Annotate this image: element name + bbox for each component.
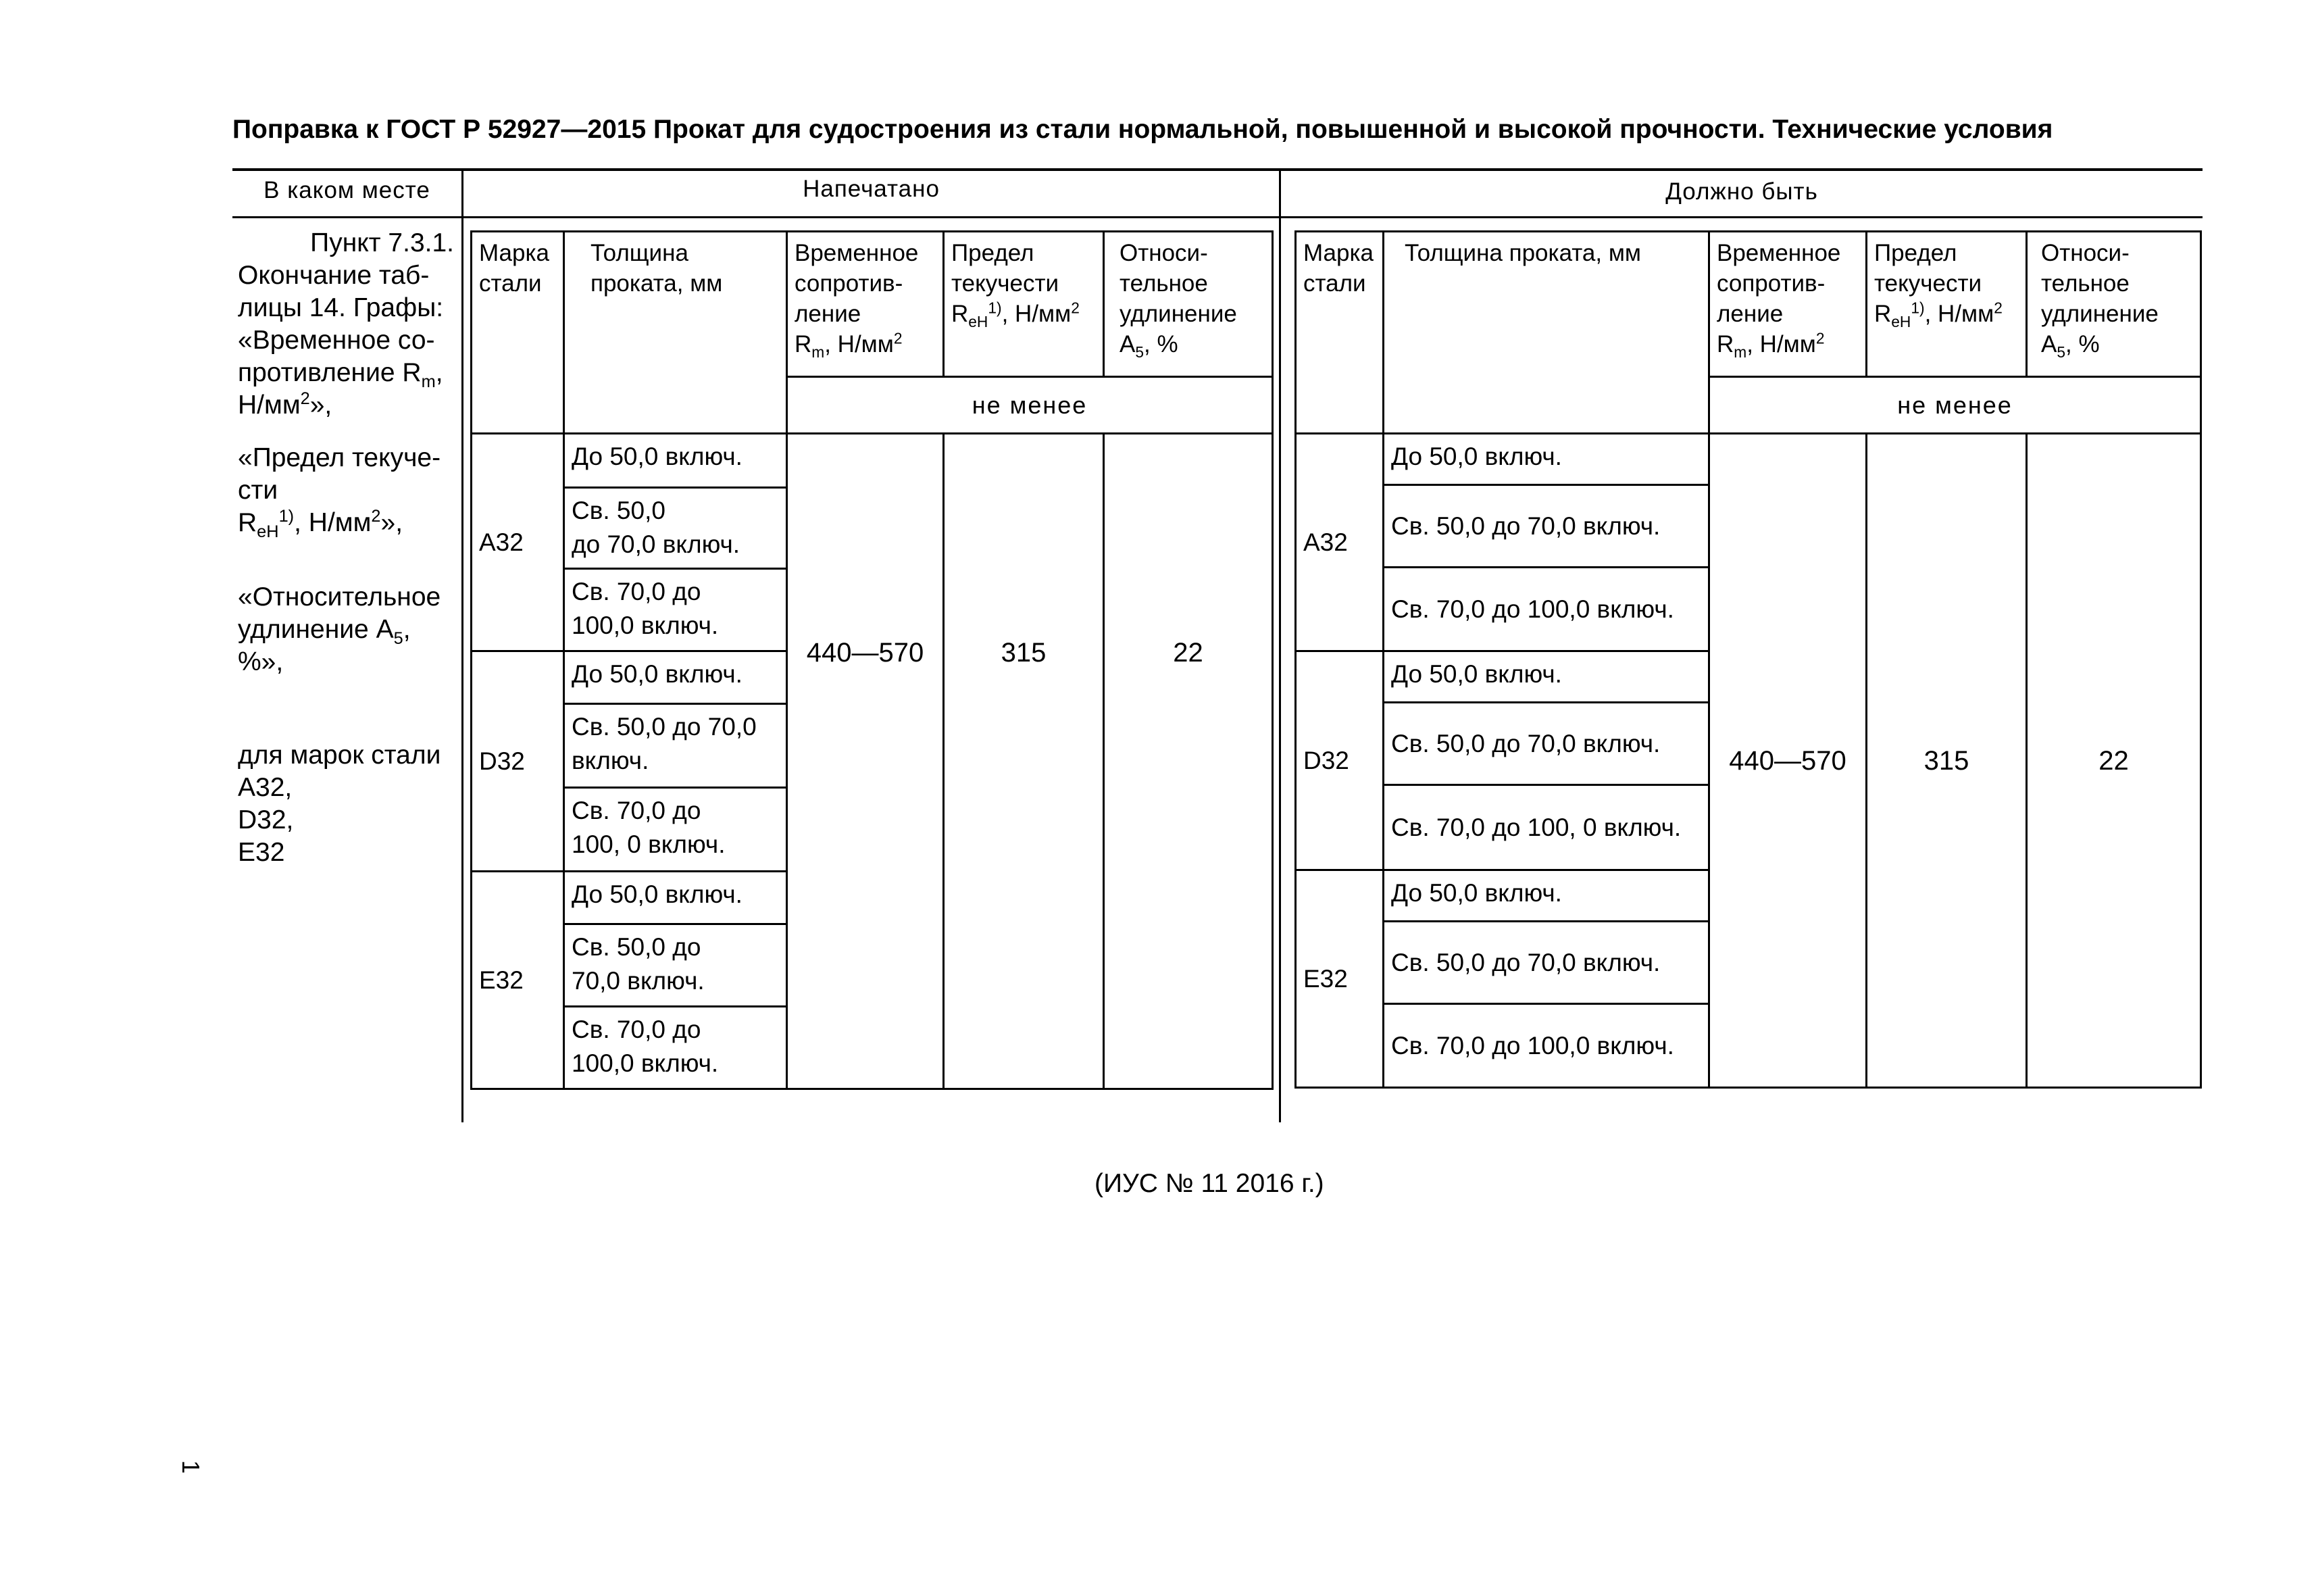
thickness-cell: Св. 70,0 до 100,0 включ. (1384, 568, 1709, 651)
footer-reference: (ИУС № 11 2016 г.) (1095, 1169, 1324, 1198)
thickness-cell: Св. 50,0 до 70,0 включ. (564, 488, 787, 569)
thickness-cell: Св. 50,0 до 70,0 включ. (1384, 922, 1709, 1004)
thickness-cell: Св. 50,0 до 70,0 включ. (1384, 703, 1709, 785)
thickness-cell: До 50,0 включ. (564, 434, 787, 488)
where-line: «Относительное (238, 582, 441, 612)
thickness-cell: До 50,0 включ. (564, 872, 787, 924)
where-line: удлинение $A_5$, (238, 615, 411, 648)
where-line: А32, (238, 773, 293, 802)
elongation-value: 22 (2027, 434, 2201, 1088)
header-elongation: Относи- тельное удлинение $A_5$, % (1104, 232, 1273, 377)
where-line: «Временное со- (238, 326, 435, 355)
header-tensile: Временное сопротив- ление $R_m$, $Н/мм^2$ (787, 232, 944, 377)
grade-cell: Е32 (472, 872, 564, 1089)
column-header-should-be: Должно быть (1665, 178, 1818, 205)
thickness-cell: Св. 70,0 до 100, 0 включ. (1384, 785, 1709, 870)
column-header-printed: Напечатано (803, 176, 940, 202)
printed-table (470, 230, 1274, 1090)
header-top-rule (232, 168, 2203, 171)
thickness-cell: Св. 50,0 до 70,0 включ. (564, 924, 787, 1007)
thickness-cell: До 50,0 включ. (1384, 870, 1709, 922)
where-line: для марок стали (238, 741, 441, 770)
where-line: сти (238, 476, 278, 505)
header-not-less: не менее (1709, 377, 2201, 434)
column-divider-middle (1279, 168, 1281, 1122)
elongation-empty (1104, 872, 1273, 1089)
where-line: Е32 (238, 838, 285, 867)
yield-value: 315 (944, 434, 1104, 872)
where-spacer (238, 678, 454, 739)
header-elongation: Относи- тельное удлинение $A_5$, % (2027, 232, 2201, 377)
column-divider-left (461, 168, 463, 1122)
header-grade: Марка стали (472, 232, 564, 434)
thickness-cell: До 50,0 включ. (1384, 434, 1709, 485)
thickness-cell: Св. 50,0 до 70,0 включ. (564, 704, 787, 788)
thickness-cell: Св. 70,0 до 100, 0 включ. (564, 788, 787, 872)
yield-empty (944, 872, 1104, 1089)
grade-cell: А32 (472, 434, 564, 651)
where-spacer (238, 539, 454, 581)
where-line: «Предел текуче- (238, 443, 441, 472)
tensile-value: 440—570 (787, 434, 944, 872)
header-not-less: не менее (787, 377, 1273, 434)
yield-value: 315 (1867, 434, 2027, 1088)
where-description (238, 227, 454, 869)
header-grade: Марка стали (1296, 232, 1384, 434)
header-thickness: Толщина проката, мм (564, 232, 787, 434)
grade-cell: D32 (472, 651, 564, 872)
elongation-value: 22 (1104, 434, 1273, 872)
document-title: Поправка к ГОСТ Р 52927—2015 Прокат для судостроения из стали нормальной, повышенной и высокой прочности. Технические условия (232, 115, 2053, 144)
grade-cell: А32 (1296, 434, 1384, 651)
where-line: противление $R_m$, (238, 358, 443, 391)
thickness-cell: До 50,0 включ. (1384, 651, 1709, 703)
header-yield: Предел текучести $R_{eH}^{1)}$, $Н/мм^2$ (1867, 232, 2027, 377)
page-number: 1 (177, 1460, 205, 1474)
thickness-cell: Св. 50,0 до 70,0 включ. (1384, 485, 1709, 568)
should-be-table (1294, 230, 2202, 1089)
thickness-cell: Св. 70,0 до 100,0 включ. (564, 1007, 787, 1089)
header-bottom-rule (232, 216, 2203, 218)
where-line: D32, (238, 805, 294, 834)
header-tensile: Временное сопротив- ление $R_m$, $Н/мм^2$ (1709, 232, 1867, 377)
header-thickness: Толщина проката, мм (1384, 232, 1709, 434)
where-line: $Н/мм^2$», (238, 389, 332, 420)
where-spacer (238, 422, 454, 442)
where-line: Окончание таб- (238, 261, 430, 290)
where-line: лицы 14. Графы: (238, 293, 444, 322)
tensile-value: 440—570 (1709, 434, 1867, 1088)
where-line: Пункт 7.3.1. (310, 228, 454, 257)
thickness-cell: Св. 70,0 до 100,0 включ. (564, 569, 787, 651)
thickness-cell: До 50,0 включ. (564, 651, 787, 704)
column-header-where: В каком месте (263, 177, 430, 203)
grade-cell: Е32 (1296, 870, 1384, 1088)
header-yield: Предел текучести $R_{eH}^{1)}$, $Н/мм^2$ (944, 232, 1104, 377)
tensile-empty (787, 872, 944, 1089)
where-line: %», (238, 647, 284, 676)
where-line: $R_{eH}^{1)}$, $Н/мм^2$», (238, 507, 403, 541)
grade-cell: D32 (1296, 651, 1384, 870)
thickness-cell: Св. 70,0 до 100,0 включ. (1384, 1004, 1709, 1088)
